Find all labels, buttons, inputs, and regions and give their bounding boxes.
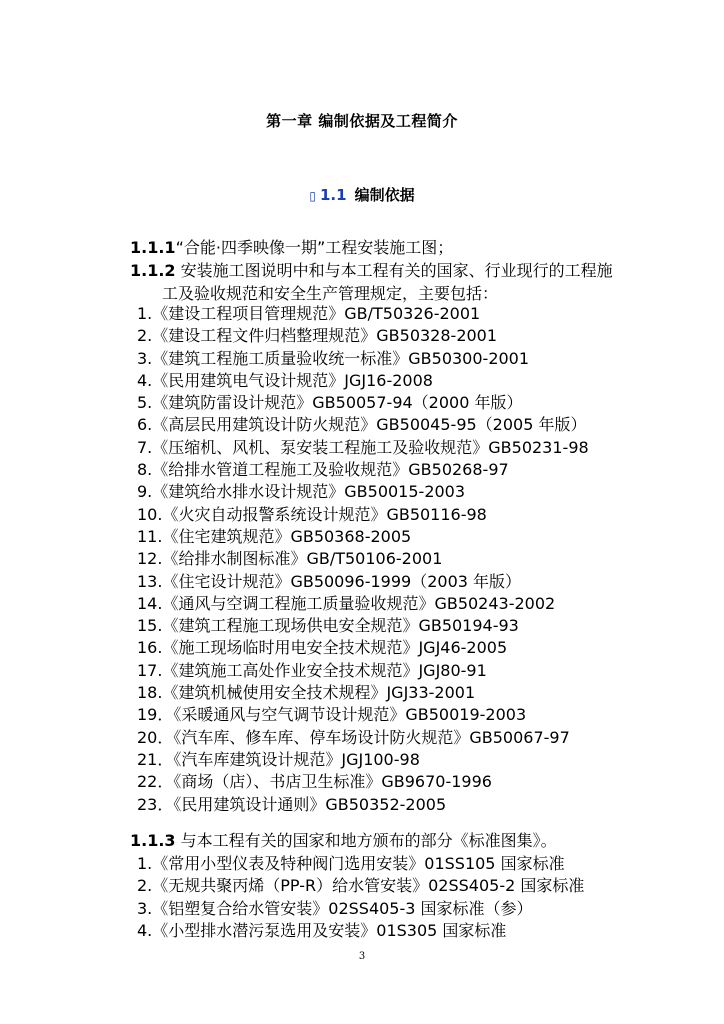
list-item: 21．《汽车库建筑设计规范》JGJ100-98 (137, 749, 420, 769)
paragraph-1-1-3 (130, 830, 650, 852)
paragraph-number: 1.1.2 (130, 261, 176, 280)
paragraph-number: 1.1.1 (130, 238, 176, 257)
paragraph-text: “合能·四季映像一期”工程安装施工图； (175, 238, 454, 257)
list-item: 11.《住宅建筑规范》GB50368-2005 (137, 526, 412, 546)
list-item: 4.《民用建筑电气设计规范》JGJ16-2008 (137, 370, 433, 390)
list-item: 18.《建筑机械使用安全技术规程》JGJ33-2001 (137, 683, 476, 703)
list-item: 16.《施工现场临时用电安全技术规范》JGJ46-2005 (137, 638, 508, 658)
list-item: 17.《建筑施工高处作业安全技术规范》JGJ80-91 (137, 660, 487, 680)
paragraph-text: 安装施工图说明中和与本工程有关的国家、行业现行的工程施 (180, 261, 613, 280)
list-item: 9.《建筑给水排水设计规范》GB50015-2003 (137, 482, 466, 502)
chapter-title: 第一章 编制依据及工程简介 (266, 112, 458, 130)
list-item: 3.《建筑工程施工质量验收统一标准》GB50300-2001 (137, 348, 530, 368)
list-item: 23．《民用建筑设计通则》GB50352-2005 (137, 794, 447, 814)
list-item: 14.《通风与空调工程施工质量验收规范》GB50243-2002 (137, 593, 556, 613)
list-item: 12.《给排水制图标准》GB/T50106-2001 (137, 549, 443, 569)
section-marker-icon: ▯ (309, 189, 316, 203)
list-item: 15.《建筑工程施工现场供电安全规范》GB50194-93 (137, 616, 519, 636)
list-item: 10.《火灾自动报警系统设计规范》GB50116-98 (137, 504, 487, 524)
list-item: 2.《建设工程文件归档整理规范》GB50328-2001 (137, 326, 498, 346)
section-title: 编制依据 (354, 186, 415, 204)
atlas-list (137, 853, 584, 942)
standards-list (137, 303, 589, 816)
list-item: 20．《汽车库、修车库、停车场设计防火规范》GB50067-97 (137, 727, 570, 747)
paragraph-number: 1.1.3 (130, 831, 176, 850)
list-item: 6.《高层民用建筑设计防火规范》GB50045-95（2005 年版） (137, 415, 587, 435)
list-item: 5.《建筑防雷设计规范》GB50057-94（2000 年版） (137, 393, 523, 413)
section-heading (0, 184, 724, 205)
list-item: 4.《小型排水潜污泵选用及安装》01S305 国家标准 (137, 920, 507, 940)
list-item: 2.《无规共聚丙烯（PP-R）给水管安装》02SS405-2 国家标准 (137, 876, 585, 896)
paragraph-1-1-2 (130, 260, 650, 282)
list-item: 7.《压缩机、风机、泵安装工程施工及验收规范》GB50231-98 (137, 437, 589, 457)
list-item: 13.《住宅设计规范》GB50096-1999（2003 年版） (137, 571, 522, 591)
section-number: 1.1 (320, 186, 347, 204)
paragraph-text: 与本工程有关的国家和地方颁布的部分《标准图集》。 (180, 831, 557, 850)
list-item: 1.《建设工程项目管理规范》GB/T50326-2001 (137, 304, 481, 323)
page-number: 3 (358, 951, 366, 962)
list-item: 19．《采暖通风与空气调节设计规范》GB50019-2003 (137, 705, 527, 725)
list-item: 3.《铝塑复合给水管安装》02SS405-3 国家标准（参） (137, 898, 533, 918)
paragraph-continuation: 工及验收规范和安全生产管理规定，主要包括： (162, 284, 499, 303)
list-item: 22．《商场（店）、书店卫生标准》GB9670-1996 (137, 772, 492, 792)
list-item: 8.《给排水管道工程施工及验收规范》GB50268-97 (137, 460, 509, 480)
paragraph-1-1-1 (130, 237, 650, 259)
list-item: 1.《常用小型仪表及特种阀门选用安装》01SS105 国家标准 (137, 854, 565, 873)
